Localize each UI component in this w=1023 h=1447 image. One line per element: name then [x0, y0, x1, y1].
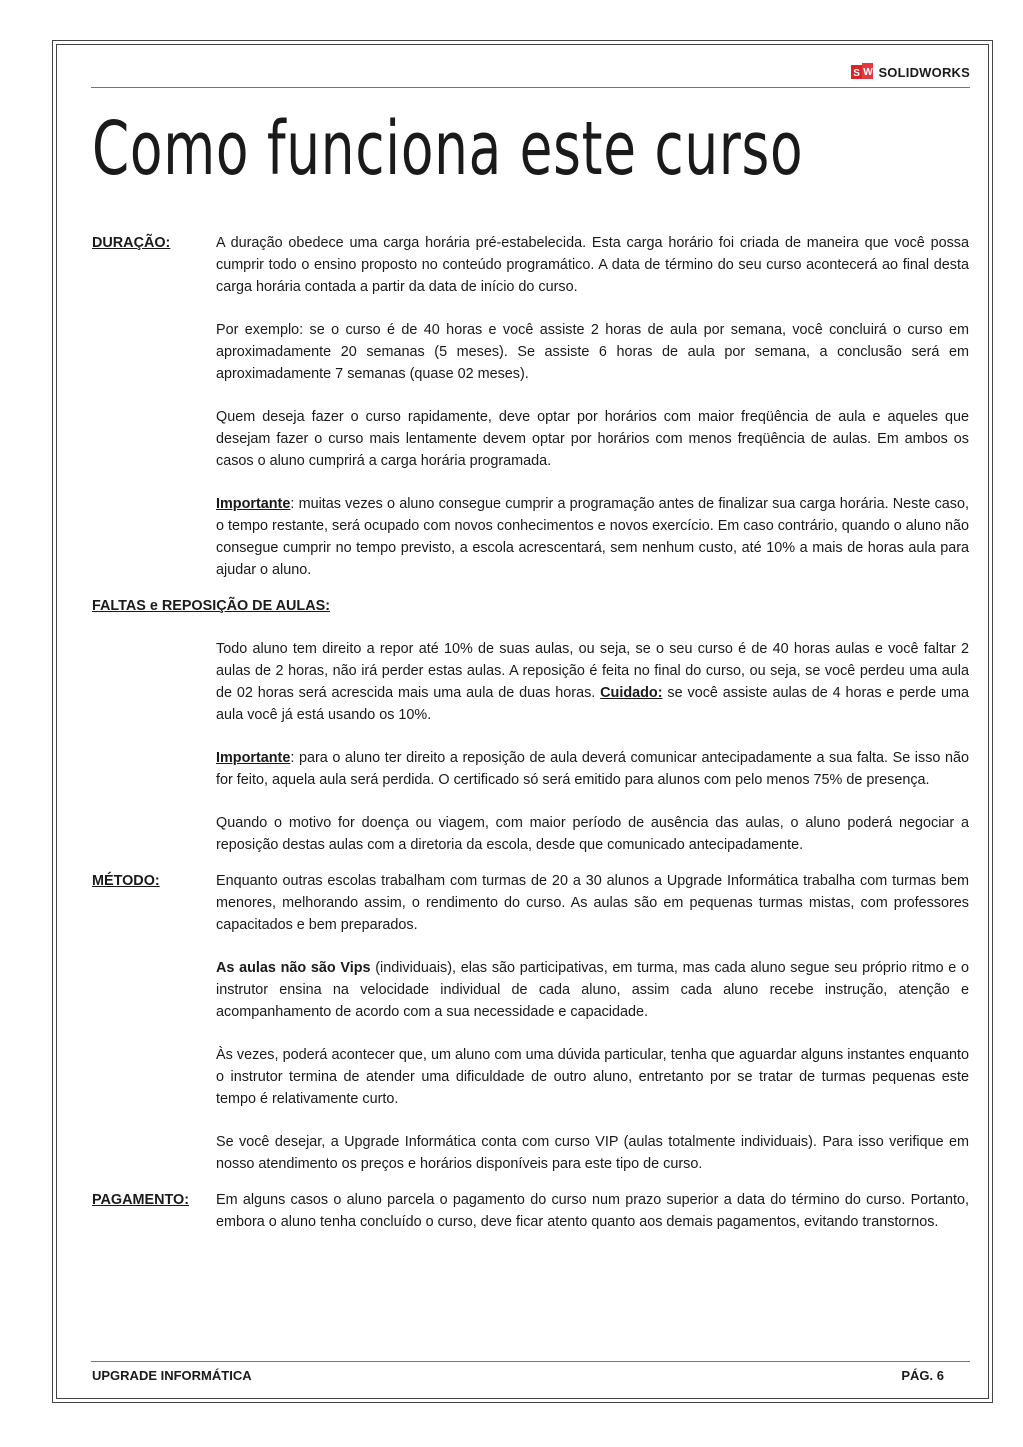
solidworks-logo-icon — [851, 63, 873, 81]
paragraph: Quando o motivo for doença ou viagem, com maior período de ausência das aulas, o aluno poderá negociar a reposição destas aulas com a diretoria da escola, desde que comunicado antecipadamente. — [216, 815, 969, 853]
footer-divider — [91, 1361, 970, 1362]
page-number: PÁG. 6 — [901, 1368, 944, 1383]
section-label-duracao: DURAÇÃO: — [92, 235, 171, 251]
important-label: Importante — [216, 750, 291, 766]
paragraph: Enquanto outras escolas trabalham com turmas de 20 a 30 alunos a Upgrade Informática trabalha com turmas bem menores, melhorando assim, o rendimento do curso. As aulas são em pequenas turmas mistas, com professores capacitados e bem preparados. — [216, 873, 969, 933]
section-body-metodo — [216, 870, 969, 1189]
important-label: Importante — [216, 496, 291, 512]
paragraph-important — [216, 493, 969, 581]
paragraph-text: (individuais), elas são participativas, em turma, mas cada aluno segue seu próprio ritmo e o instrutor ensina na velocidade individual de cada aluno, assim cada aluno recebe instrução, atenção e acompanhamento de acordo com a sua necessidade e capacidade. — [216, 960, 970, 1020]
paragraph-important — [216, 747, 969, 791]
paragraph-text: se você assiste aulas de 4 horas e perde uma aula você já está usando os 10%. — [216, 685, 969, 723]
section-body-duracao — [216, 232, 969, 595]
caution-label: Cuidado: — [600, 685, 663, 701]
brand-name: SOLIDWORKS — [878, 64, 970, 80]
page-title: Como funciona este curso — [92, 106, 804, 192]
paragraph — [216, 957, 969, 1023]
section-pagamento — [92, 1189, 969, 1254]
paragraph: Por exemplo: se o curso é de 40 horas e você assiste 2 horas de aula por semana, você concluirá o curso em aproximadamente 20 semanas (5 meses). Se assiste 6 horas de aula por semana, a conclusão será em aproximadamente 7 semanas (quase 02 meses). — [216, 322, 969, 382]
paragraph-text: Todo aluno tem direito a repor até 10% de suas aulas, ou seja, se o seu curso é de 40 horas aulas e você faltar 2 aulas de 2 horas, não irá perder estas aulas. A reposição é feita no final do curso, ou seja, se você perdeu uma aula de 02 horas será acrescida mais uma aula de duas horas. — [216, 641, 969, 701]
paragraph — [216, 638, 969, 726]
paragraph: Em alguns casos o aluno parcela o pagamento do curso num prazo superior a data do término do curso. Portanto, embora o aluno tenha concluído o curso, deve ficar atento quanto aos demais pagamentos, evitando transtornos. — [216, 1192, 969, 1230]
paragraph: Se você desejar, a Upgrade Informática conta com curso VIP (aulas totalmente individuais). Para isso verifique em nosso atendimento os preços e horários disponíveis para este tipo de curso. — [216, 1134, 969, 1172]
section-duracao — [92, 232, 969, 595]
paragraph: Quem deseja fazer o curso rapidamente, deve optar por horários com maior freqüência de aula e aqueles que desejam fazer o curso mais lentamente devem optar por horários com menos freqüência de aulas. Em ambos os casos o aluno cumprirá a carga horária programada. — [216, 409, 969, 469]
header-divider — [91, 87, 970, 88]
footer-company: UPGRADE INFORMÁTICA — [92, 1368, 252, 1383]
important-text: : muitas vezes o aluno consegue cumprir a programação antes de finalizar sua carga horária. Neste caso, o tempo restante, será ocupado com novos conhecimentos e novos exercício. Em caso contrário, quando o aluno não consegue cumprir no tempo previsto, a escola acrescentará, sem nenhum custo, até 10% a mais de horas aula para ajudar o aluno. — [216, 496, 969, 578]
section-body-pagamento — [216, 1189, 969, 1254]
section-label-metodo: MÉTODO: — [92, 873, 160, 889]
section-label-pagamento: PAGAMENTO: — [92, 1192, 190, 1208]
paragraph: Às vezes, poderá acontecer que, um aluno com uma dúvida particular, tenha que aguardar alguns instantes enquanto o instrutor termina de atender uma dificuldade de outro aluno, entretanto por se tratar de turmas pequenas este tempo é relativamente curto. — [216, 1047, 969, 1107]
important-text: : para o aluno ter direito a reposição de aula deverá comunicar antecipadamente a sua falta. Se isso não for feito, aquela aula será perdida. O certificado só será emitido para alunos com pelo menos 75% de presença. — [216, 750, 969, 788]
document-body — [92, 232, 969, 1254]
header-brand — [851, 63, 970, 81]
svg-text:S: S — [853, 68, 861, 79]
section-metodo — [92, 870, 969, 1189]
section-heading-faltas: FALTAS e REPOSIÇÃO DE AULAS: — [92, 598, 330, 614]
svg-text:W: W — [863, 67, 874, 78]
section-body-faltas — [216, 638, 969, 856]
paragraph: A duração obedece uma carga horária pré-estabelecida. Esta carga horário foi criada de maneira que você possa cumprir todo o ensino proposto no conteúdo programático. A data de término do seu curso acontecerá ao final desta carga horária contada a partir da data de início do curso. — [216, 235, 969, 295]
bold-lead: As aulas não são Vips — [216, 960, 371, 976]
